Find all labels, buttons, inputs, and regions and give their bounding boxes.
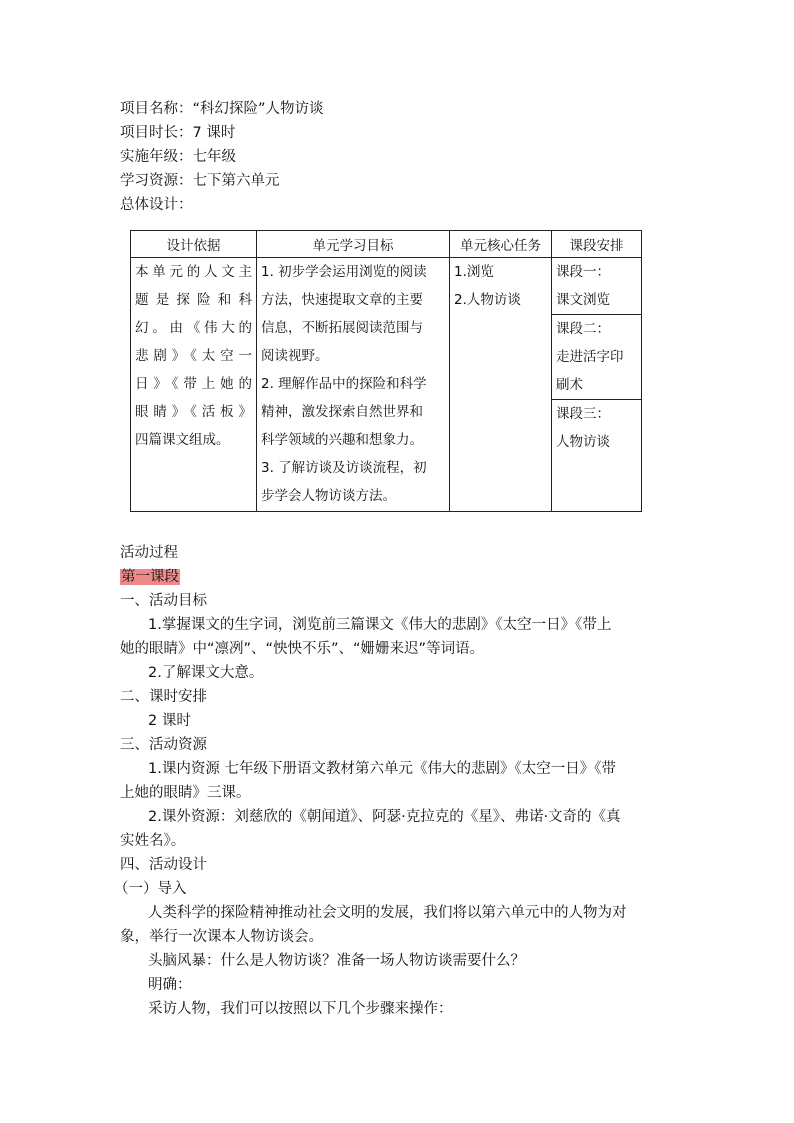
section-title-hours: 二、课时安排 bbox=[120, 689, 207, 705]
basis-line: 悲剧》《太空一 bbox=[135, 348, 252, 364]
table-row bbox=[131, 258, 642, 512]
task-line: 2.人物访谈 bbox=[454, 292, 521, 308]
schedule-line: 课段三： bbox=[556, 406, 610, 422]
overall-design-label: 总体设计： bbox=[120, 197, 193, 213]
schedule-line: 课文浏览 bbox=[556, 292, 610, 308]
goals-cell bbox=[257, 258, 450, 512]
goal-line: 精神，激发探索自然世界和 bbox=[261, 404, 423, 420]
header-schedule: 课段安排 bbox=[552, 231, 642, 258]
goal-line: 2. 理解作品中的探险和科学 bbox=[261, 376, 427, 392]
paragraph: 2 课时 bbox=[148, 713, 191, 729]
project-grade: 实施年级：七年级 bbox=[120, 149, 236, 165]
design-table bbox=[130, 230, 642, 512]
project-resources: 学习资源：七下第六单元 bbox=[120, 173, 280, 189]
basis-line: 本单元的人文主 bbox=[135, 264, 252, 280]
schedule-item bbox=[552, 315, 641, 400]
schedule-item bbox=[552, 400, 641, 456]
goal-line: 3. 了解访谈及访谈流程，初 bbox=[261, 460, 427, 476]
paragraph: 2.了解课文大意。 bbox=[148, 665, 264, 681]
goal-line: 步学会人物访谈方法。 bbox=[261, 488, 396, 504]
paragraph: 象，举行一次课本人物访谈会。 bbox=[120, 929, 323, 945]
goal-line: 阅读视野。 bbox=[261, 348, 329, 364]
goal-line: 科学领域的兴趣和想象力。 bbox=[261, 432, 423, 448]
paragraph: 明确： bbox=[148, 977, 192, 993]
schedule-line: 课段一： bbox=[556, 264, 610, 280]
schedule-line: 刷术 bbox=[556, 377, 583, 393]
basis-line: 日》《带上她的 bbox=[135, 376, 252, 392]
process-title: 活动过程 bbox=[120, 545, 178, 561]
subsection-title-intro: （一）导入 bbox=[114, 881, 187, 897]
tasks-cell bbox=[450, 258, 552, 512]
schedule-line: 人物访谈 bbox=[556, 434, 610, 450]
segment-title-highlight: 第一课段 bbox=[121, 569, 179, 585]
goal-line: 方法，快速提取文章的主要 bbox=[261, 292, 423, 308]
paragraph: 1.掌握课文的生字词，浏览前三篇课文《伟大的悲剧》《太空一日》《带上 bbox=[148, 617, 612, 633]
schedule-line: 课段二： bbox=[556, 321, 610, 337]
paragraph: 2.课外资源：刘慈欣的《朝闻道》、阿瑟·克拉克的《星》、弗诺·文奇的《真 bbox=[148, 809, 621, 825]
basis-line: 题是探险和科 bbox=[135, 292, 252, 308]
schedule-line: 走进活字印 bbox=[556, 349, 624, 365]
project-name: 项目名称：“科幻探险”人物访谈 bbox=[120, 101, 324, 117]
goal-line: 信息，不断拓展阅读范围与 bbox=[261, 320, 423, 336]
schedule-cell bbox=[552, 258, 642, 512]
project-duration: 项目时长：7 课时 bbox=[120, 125, 236, 141]
basis-line: 幻。由《伟大的 bbox=[135, 320, 252, 336]
basis-cell bbox=[131, 258, 257, 512]
header-basis: 设计依据 bbox=[131, 231, 257, 258]
header-goals: 单元学习目标 bbox=[257, 231, 450, 258]
paragraph: 1.课内资源 七年级下册语文教材第六单元《伟大的悲剧》《太空一日》《带 bbox=[148, 761, 616, 777]
section-title-resources: 三、活动资源 bbox=[120, 737, 207, 753]
basis-line: 四篇课文组成。 bbox=[135, 432, 230, 448]
paragraph: 上她的眼睛》三课。 bbox=[120, 785, 251, 801]
section-title-design: 四、活动设计 bbox=[120, 857, 207, 873]
paragraph: 采访人物，我们可以按照以下几个步骤来操作： bbox=[148, 1001, 453, 1017]
paragraph: 她的眼睛》中“凛冽”、“怏怏不乐”、“姗姗来迟”等词语。 bbox=[120, 641, 485, 657]
table-header-row bbox=[131, 231, 642, 258]
header-tasks: 单元核心任务 bbox=[450, 231, 552, 258]
segment-title bbox=[120, 567, 180, 587]
task-line: 1.浏览 bbox=[454, 264, 494, 280]
paragraph: 人类科学的探险精神推动社会文明的发展，我们将以第六单元中的人物为对 bbox=[148, 905, 627, 921]
schedule-item bbox=[552, 258, 641, 315]
section-title-goals: 一、活动目标 bbox=[120, 593, 207, 609]
paragraph: 头脑风暴：什么是人物访谈？准备一场人物访谈需要什么？ bbox=[148, 953, 525, 969]
paragraph: 实姓名》。 bbox=[120, 833, 186, 849]
basis-line: 眼睛》《活板》 bbox=[135, 404, 252, 420]
goal-line: 1. 初步学会运用浏览的阅读 bbox=[261, 264, 427, 280]
